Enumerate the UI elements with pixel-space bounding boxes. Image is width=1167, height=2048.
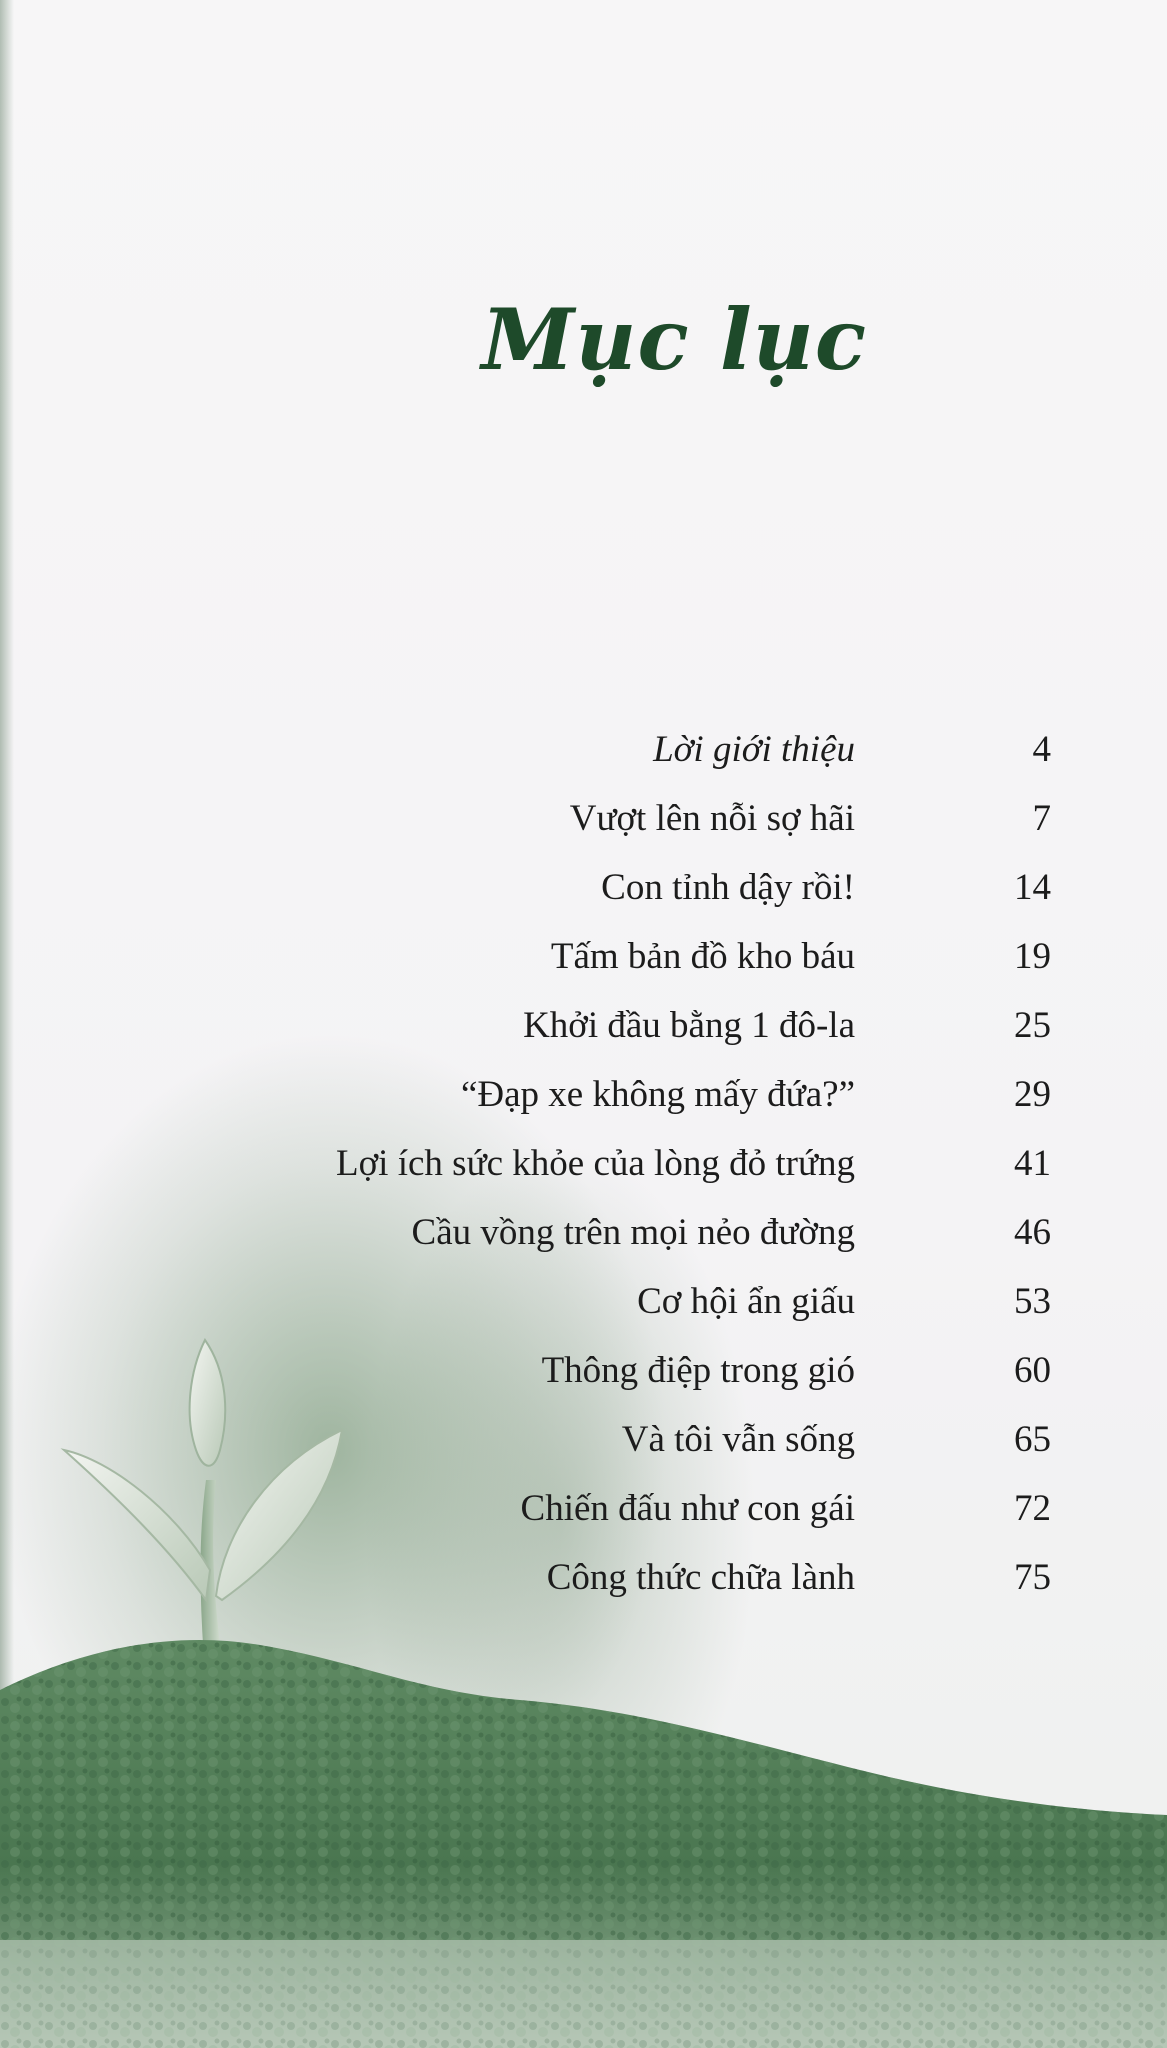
toc-entry-title: Con tỉnh dậy rồi! xyxy=(601,867,855,908)
toc-entry-title: Lợi ích sức khỏe của lòng đỏ trứng xyxy=(336,1143,855,1184)
toc-entry-page: 75 xyxy=(1014,1557,1051,1598)
toc-row xyxy=(0,935,1167,995)
toc-entry-page: 19 xyxy=(1014,936,1051,977)
toc-entry-page: 29 xyxy=(1014,1074,1051,1115)
sprout-in-soil-icon xyxy=(0,1300,1167,2048)
toc-entry-title: Và tôi vẫn sống xyxy=(621,1419,855,1460)
page-title: Mục lục xyxy=(481,290,867,389)
toc-entry-title: Cầu vồng trên mọi nẻo đường xyxy=(411,1212,855,1253)
toc-row xyxy=(0,1073,1167,1133)
toc-entry-page: 46 xyxy=(1014,1212,1051,1253)
toc-entry-title: Lời giới thiệu xyxy=(653,729,855,770)
toc-entry-page: 72 xyxy=(1014,1488,1051,1529)
toc-entry-title: Vượt lên nỗi sợ hãi xyxy=(569,798,855,839)
toc-entry-page: 53 xyxy=(1014,1281,1051,1322)
toc-entry-title: Khởi đầu bằng 1 đô-la xyxy=(523,1005,855,1046)
toc-entry-page: 7 xyxy=(1032,798,1051,839)
toc-row xyxy=(0,1004,1167,1064)
toc-entry-page: 65 xyxy=(1014,1419,1051,1460)
toc-entry-title: Công thức chữa lành xyxy=(546,1557,855,1598)
toc-entry-title: Cơ hội ẩn giấu xyxy=(637,1281,855,1322)
toc-entry-title: Tấm bản đồ kho báu xyxy=(550,936,855,977)
toc-entry-title: Chiến đấu như con gái xyxy=(520,1488,855,1529)
toc-entry-page: 60 xyxy=(1014,1350,1051,1391)
soil-haze xyxy=(0,1940,1167,2048)
sprout-bud xyxy=(190,1340,226,1466)
toc-entry-page: 25 xyxy=(1014,1005,1051,1046)
toc-row xyxy=(0,728,1167,788)
sprout-right-leaf xyxy=(216,1430,342,1600)
toc-row xyxy=(0,797,1167,857)
toc-row xyxy=(0,1142,1167,1202)
toc-entry-title: “Đạp xe không mấy đứa?” xyxy=(460,1074,855,1115)
toc-entry-page: 4 xyxy=(1032,729,1051,770)
toc-entry-page: 14 xyxy=(1014,867,1051,908)
toc-row xyxy=(0,1211,1167,1271)
toc-entry-page: 41 xyxy=(1014,1143,1051,1184)
toc-row xyxy=(0,866,1167,926)
toc-entry-title: Thông điệp trong gió xyxy=(541,1350,855,1391)
sprout-left-leaf xyxy=(64,1450,210,1600)
